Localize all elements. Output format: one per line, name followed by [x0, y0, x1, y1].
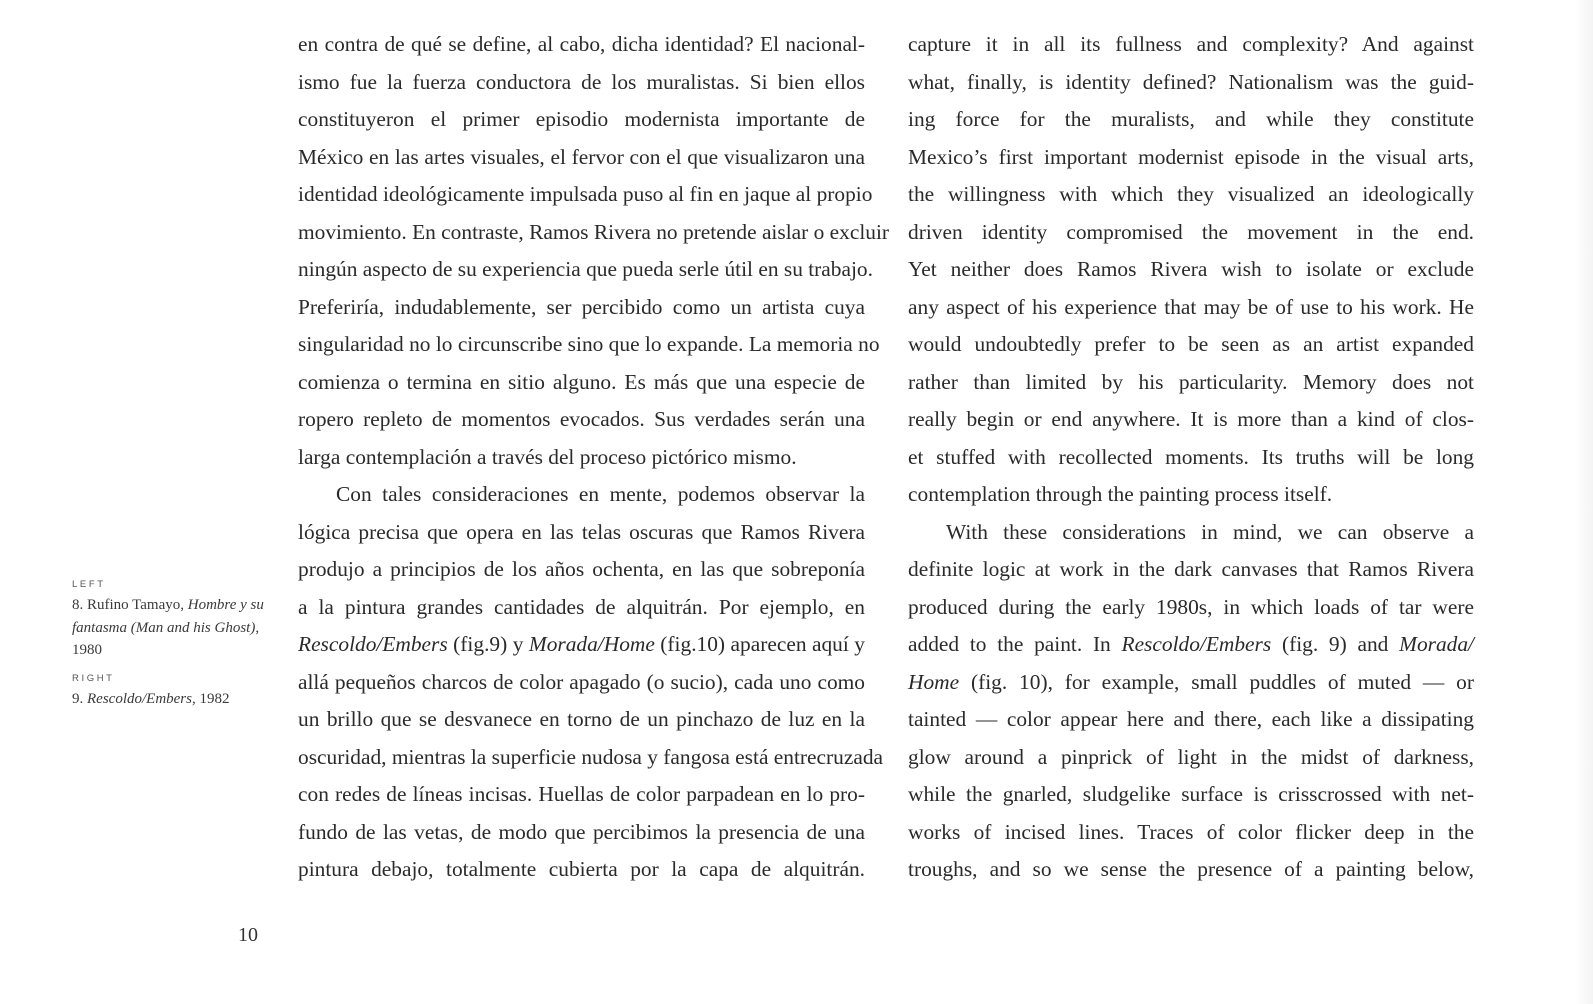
- es-line: un brillo que se desvanece en torno de un pinchazo de luz en la: [298, 707, 865, 731]
- en-line-text: (fig. 9) and: [1271, 632, 1400, 656]
- en-title-morada: Morada/: [1399, 632, 1474, 656]
- en-line: produced during the early 1980s, in which loads of tar were: [908, 594, 1474, 619]
- caption-left: [72, 594, 282, 662]
- es-line: a la pintura grandes cantidades de alquitrán. Por ejemplo, en: [298, 594, 865, 619]
- es-line: con redes de líneas incisas. Huellas de color parpadean en lo pro-: [298, 782, 865, 806]
- en-title-rescoldo: Rescoldo/Embers: [1121, 632, 1272, 656]
- en-line: what, finally, is identity defined? Nationalism was the guid-: [908, 69, 1474, 94]
- english-text-column: [908, 26, 1474, 889]
- es-line: larga contemplación a través del proceso pictórico mismo.: [298, 444, 797, 469]
- es-line: constituyeron el primer episodio modernista importante de: [298, 107, 865, 131]
- es-line: ismo fue la fuerza conductora de los muralistas. Si bien ellos: [298, 69, 865, 94]
- en-title-home: Home: [908, 669, 960, 694]
- es-line: México en las artes visuales, el fervor con el que visualizaron una: [298, 144, 865, 169]
- es-line: allá pequeños charcos de color apagado (o sucio), cada uno como: [298, 669, 865, 694]
- en-line: would undoubtedly prefer to be seen as an artist expanded: [908, 332, 1474, 356]
- caption-left-tag: LEFT: [72, 579, 106, 590]
- en-line: ing force for the muralists, and while they constitute: [908, 107, 1474, 131]
- en-line: et stuffed with recollected moments. Its truths will be long: [908, 444, 1474, 469]
- page-edge-shadow: [1575, 0, 1593, 1004]
- en-line: the willingness with which they visualized an ideologically: [908, 182, 1474, 206]
- es-line: Con tales consideraciones en mente, podemos observar la: [336, 482, 865, 506]
- en-line: capture it in all its fullness and complexity? And against: [908, 32, 1474, 56]
- es-line: singularidad no lo circunscribe sino que lo expande. La memoria no: [298, 332, 880, 356]
- en-line: glow around a pinprick of light in the midst of darkness,: [908, 744, 1474, 769]
- es-title-morada: Morada/Home: [528, 632, 655, 656]
- es-line: lógica precisa que opera en las telas oscuras que Ramos Rivera: [298, 519, 865, 544]
- es-line: pintura debajo, totalmente cubierta por la capa de alquitrán.: [298, 857, 865, 881]
- es-line: ningún aspecto de su experiencia que pueda serle útil en su trabajo.: [298, 257, 873, 281]
- en-line: Mexico’s first important modernist episode in the visual arts,: [908, 144, 1474, 169]
- es-line: ropero repleto de momentos evocados. Sus verdades serán una: [298, 407, 865, 431]
- caption-right-number: 9.: [72, 690, 87, 707]
- caption-left-number: 8. Rufino Tamayo,: [72, 597, 188, 613]
- es-line: comienza o termina en sitio alguno. Es más que una especie de: [298, 369, 865, 394]
- page-number: 10: [238, 924, 258, 946]
- es-line-with-titles: [298, 626, 865, 664]
- es-line: Preferiría, indudablemente, ser percibido como un artista cuya: [298, 294, 865, 319]
- es-line: identidad ideológicamente impulsada puso al fin en jaque al propio: [298, 182, 873, 206]
- es-line-text: (fig.9) y: [447, 632, 529, 656]
- en-line-text: added to the paint. In: [908, 632, 1122, 656]
- en-line: definite logic at work in the dark canvases that Ramos Rivera: [908, 557, 1474, 581]
- caption-right-title: Rescoldo/Embers: [87, 690, 192, 707]
- en-line-with-titles: [908, 664, 1474, 702]
- en-line: troughs, and so we sense the presence of a painting below,: [908, 857, 1474, 881]
- caption-left-title: Hombre y su fantasma (Man and his Ghost): [72, 597, 264, 636]
- en-line: Yet neither does Ramos Rivera wish to isolate or exclude: [908, 257, 1474, 281]
- en-line: any aspect of his experience that may be of use to his work. He: [908, 294, 1474, 319]
- es-line: fundo de las vetas, de modo que percibimos la presencia de una: [298, 819, 865, 844]
- es-line-text: (fig.10) aparecen aquí y: [654, 632, 865, 656]
- caption-right: [72, 688, 282, 711]
- es-line: movimiento. En contraste, Ramos Rivera no pretende aislar o excluir: [298, 219, 890, 244]
- en-line: With these considerations in mind, we can observe a: [946, 519, 1474, 544]
- en-line: works of incised lines. Traces of color flicker deep in the: [908, 819, 1474, 844]
- caption-right-tag: RIGHT: [72, 672, 115, 684]
- spanish-text-column: [298, 26, 890, 889]
- en-line-with-titles: [908, 626, 1474, 664]
- en-line: while the gnarled, sludgelike surface is crisscrossed with net-: [908, 782, 1474, 806]
- es-line: produjo a principios de los años ochenta, en las que sobreponía: [298, 557, 865, 581]
- caption-left-year: , 1980: [72, 619, 260, 658]
- caption-right-year: , 1982: [191, 690, 230, 707]
- en-line: tainted — color appear here and there, each like a dissipating: [908, 707, 1474, 731]
- en-line: driven identity compromised the movement in the end.: [908, 219, 1474, 244]
- es-line: en contra de qué se define, al cabo, dicha identidad? El nacional-: [298, 32, 865, 56]
- en-line: contemplation through the painting process itself.: [908, 482, 1333, 506]
- figure-captions: [72, 578, 282, 720]
- es-line: oscuridad, mientras la superficie nudosa y fangosa está entrecruzada: [298, 744, 884, 769]
- en-line: really begin or end anywhere. It is more than a kind of clos-: [908, 407, 1474, 431]
- en-line-text: (fig. 10), for example, small puddles of muted — or: [959, 669, 1474, 694]
- en-line: rather than limited by his particularity. Memory does not: [908, 369, 1474, 394]
- es-title-rescoldo: Rescoldo/Embers: [298, 632, 448, 656]
